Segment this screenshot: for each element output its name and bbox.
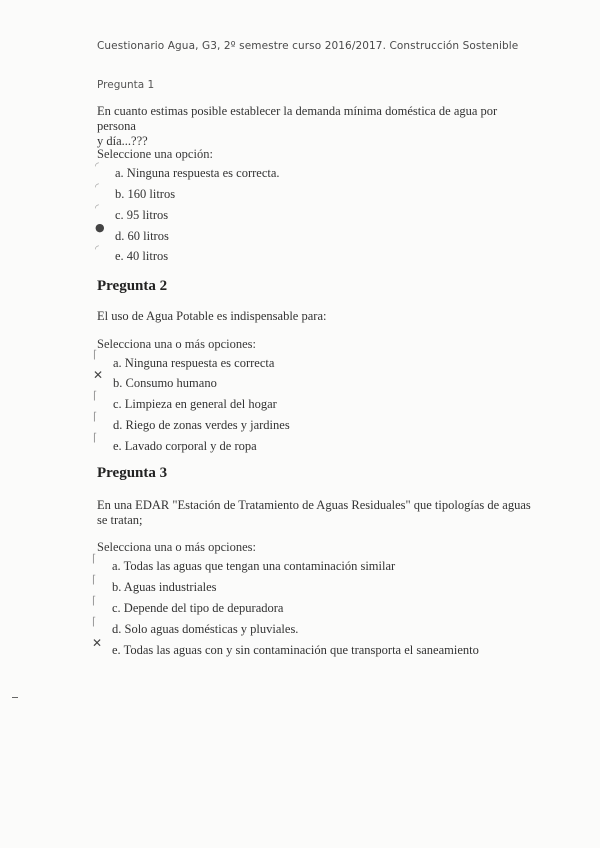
question-2-text-line-1: El uso de Agua Potable es indispensable para: [97,309,327,323]
radio-filled-icon[interactable]: ● [95,221,105,234]
radio-empty-icon[interactable]: ◜ [95,203,99,214]
question-1-text [97,104,537,149]
question-2-instruction: Selecciona una o más opciones: [97,337,256,351]
q2-option-d-label: d. Riego de zonas verdes y jardines [113,418,290,432]
question-3-text [97,498,557,528]
question-3-heading: Pregunta 3 [97,465,168,481]
q2-option-a-label: a. Ninguna respuesta es correcta [113,356,275,370]
q1-option-c-label: c. 95 litros [115,208,169,222]
checkbox-empty-icon[interactable]: ⌈ [93,389,98,402]
q1-option-e-label: e. 40 litros [115,249,169,263]
question-3-text-line-1: En una EDAR "Estación de Tratamiento de Aguas Residuales" que tipologías de aguas [97,498,531,512]
checkbox-empty-icon[interactable]: ⌈ [93,348,98,361]
q3-option-e-label: e. Todas las aguas con y sin contaminación que transporta el saneamiento [112,643,479,657]
radio-empty-icon[interactable]: ◜ [95,244,99,255]
q2-option-b-label: b. Consumo humano [113,376,217,390]
question-1-text-line-1: En cuanto estimas posible establecer la demanda mínima doméstica de agua por persona [97,104,498,133]
question-2-text [97,309,537,324]
q1-option-a-label: a. Ninguna respuesta es correcta. [115,166,280,180]
q3-option-d-label: d. Solo aguas domésticas y pluviales. [112,622,299,636]
checkbox-empty-icon[interactable]: ⌈ [92,615,97,628]
page-header: Cuestionario Agua, G3, 2º semestre curso 2016/2017. Construcción Sostenible [97,40,519,52]
checkbox-empty-icon[interactable]: ⌈ [93,410,98,423]
question-3-instruction: Selecciona una o más opciones: [97,540,256,554]
checkbox-empty-icon[interactable]: ⌈ [92,552,97,565]
radio-empty-icon[interactable]: ◜ [95,182,99,193]
checkbox-checked-icon[interactable]: ✕ [92,636,103,650]
checkbox-empty-icon[interactable]: ⌈ [92,573,97,586]
radio-empty-icon[interactable]: ◜ [95,161,99,172]
q3-option-a-label: a. Todas las aguas que tengan una contaminación similar [112,559,396,573]
checkbox-checked-icon[interactable]: ✕ [93,368,104,382]
q2-option-c-label: c. Limpieza en general del hogar [113,397,277,411]
question-2-heading: Pregunta 2 [97,278,168,294]
q3-option-c-label: c. Depende del tipo de depuradora [112,601,284,615]
q1-option-d-label: d. 60 litros [115,229,169,243]
question-1-instruction: Seleccione una opción: [97,147,213,161]
margin-dash [12,697,18,698]
q3-option-b-label: b. Aguas industriales [112,580,217,594]
question-1-label: Pregunta 1 [97,79,155,91]
q2-option-e-label: e. Lavado corporal y de ropa [113,439,257,453]
question-1-text-line-2: y día...??? [97,134,148,148]
checkbox-empty-icon[interactable]: ⌈ [92,594,97,607]
checkbox-empty-icon[interactable]: ⌈ [93,431,98,444]
q1-option-b-label: b. 160 litros [115,187,176,201]
question-3-text-line-2: se tratan; [97,513,143,527]
